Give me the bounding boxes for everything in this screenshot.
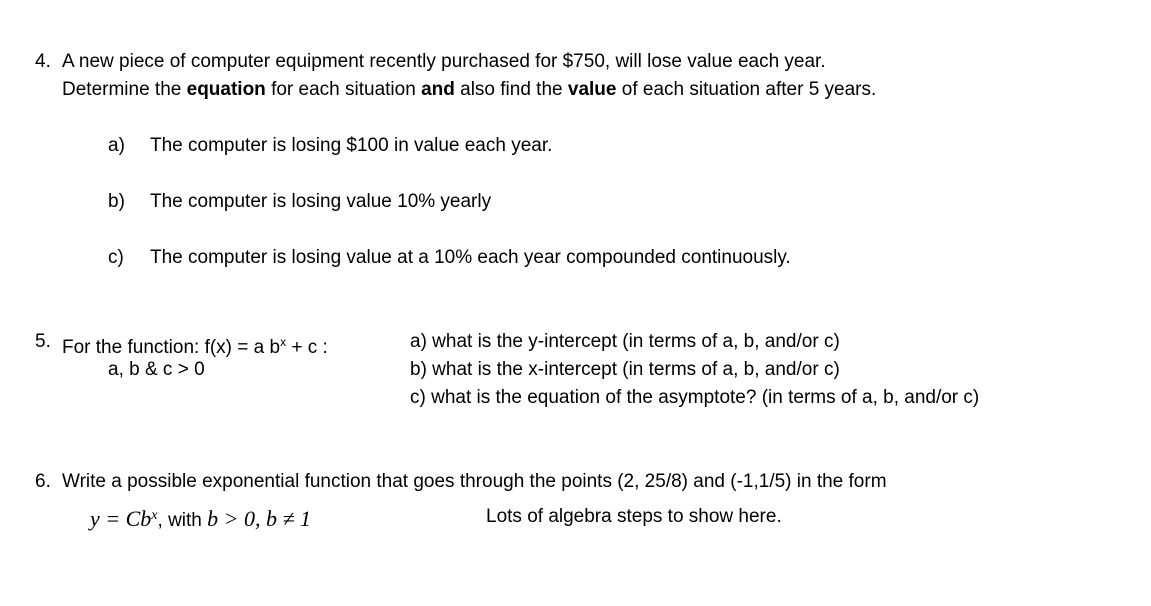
q6-form-exponent: x (151, 508, 158, 523)
q5-item-c: c) what is the equation of the asymptote? (in terms of a, b, and/or c) (410, 387, 980, 408)
q4-item-b-label: b) (108, 191, 125, 212)
q6-text: Write a possible exponential function that goes through the points (2, 25/8) and (-1,1/5) in the form (62, 471, 887, 492)
q5-item-b: b) what is the x-intercept (in terms of a, b, and/or c) (410, 359, 840, 380)
q5-intro: For the function: f(x) = a $b^x + c$ : (62, 335, 328, 358)
q6-note: Lots of algebra steps to show here. (486, 506, 782, 527)
q4-number: 4. (35, 51, 51, 72)
q6-form-equation: y = Cb (90, 506, 152, 531)
q4-line1: A new piece of computer equipment recently purchased for $750, will lose value each year. (62, 51, 826, 72)
q4-item-c-text: The computer is losing value at a 10% each year compounded continuously. (150, 247, 791, 268)
q6-number: 6. (35, 471, 51, 492)
q5-condition: a, b & c > 0 (108, 359, 205, 380)
q4-line2: Determine the equation for each situation and also find the value of each situation after 5 years. (62, 79, 877, 100)
q5-exponent: x (280, 335, 287, 349)
q4-item-c-label: c) (108, 247, 124, 268)
q5-number: 5. (35, 331, 51, 352)
q4-item-a-text: The computer is losing $100 in value each year. (150, 135, 553, 156)
q4-bold-equation: equation (186, 79, 266, 100)
q4-bold-and: and (421, 79, 455, 100)
q4-item-b-text: The computer is losing value 10% yearly (150, 191, 492, 212)
q6-form-condition: b > 0, b ≠ 1 (207, 506, 312, 531)
q4-bold-value: value (567, 79, 617, 100)
q6-form: $y = Cb^x$, with b > 0, b ≠ 1 (90, 506, 312, 531)
q4-item-a-label: a) (108, 135, 125, 156)
q5-item-a: a) what is the y-intercept (in terms of a, b, and/or c) (410, 331, 840, 352)
